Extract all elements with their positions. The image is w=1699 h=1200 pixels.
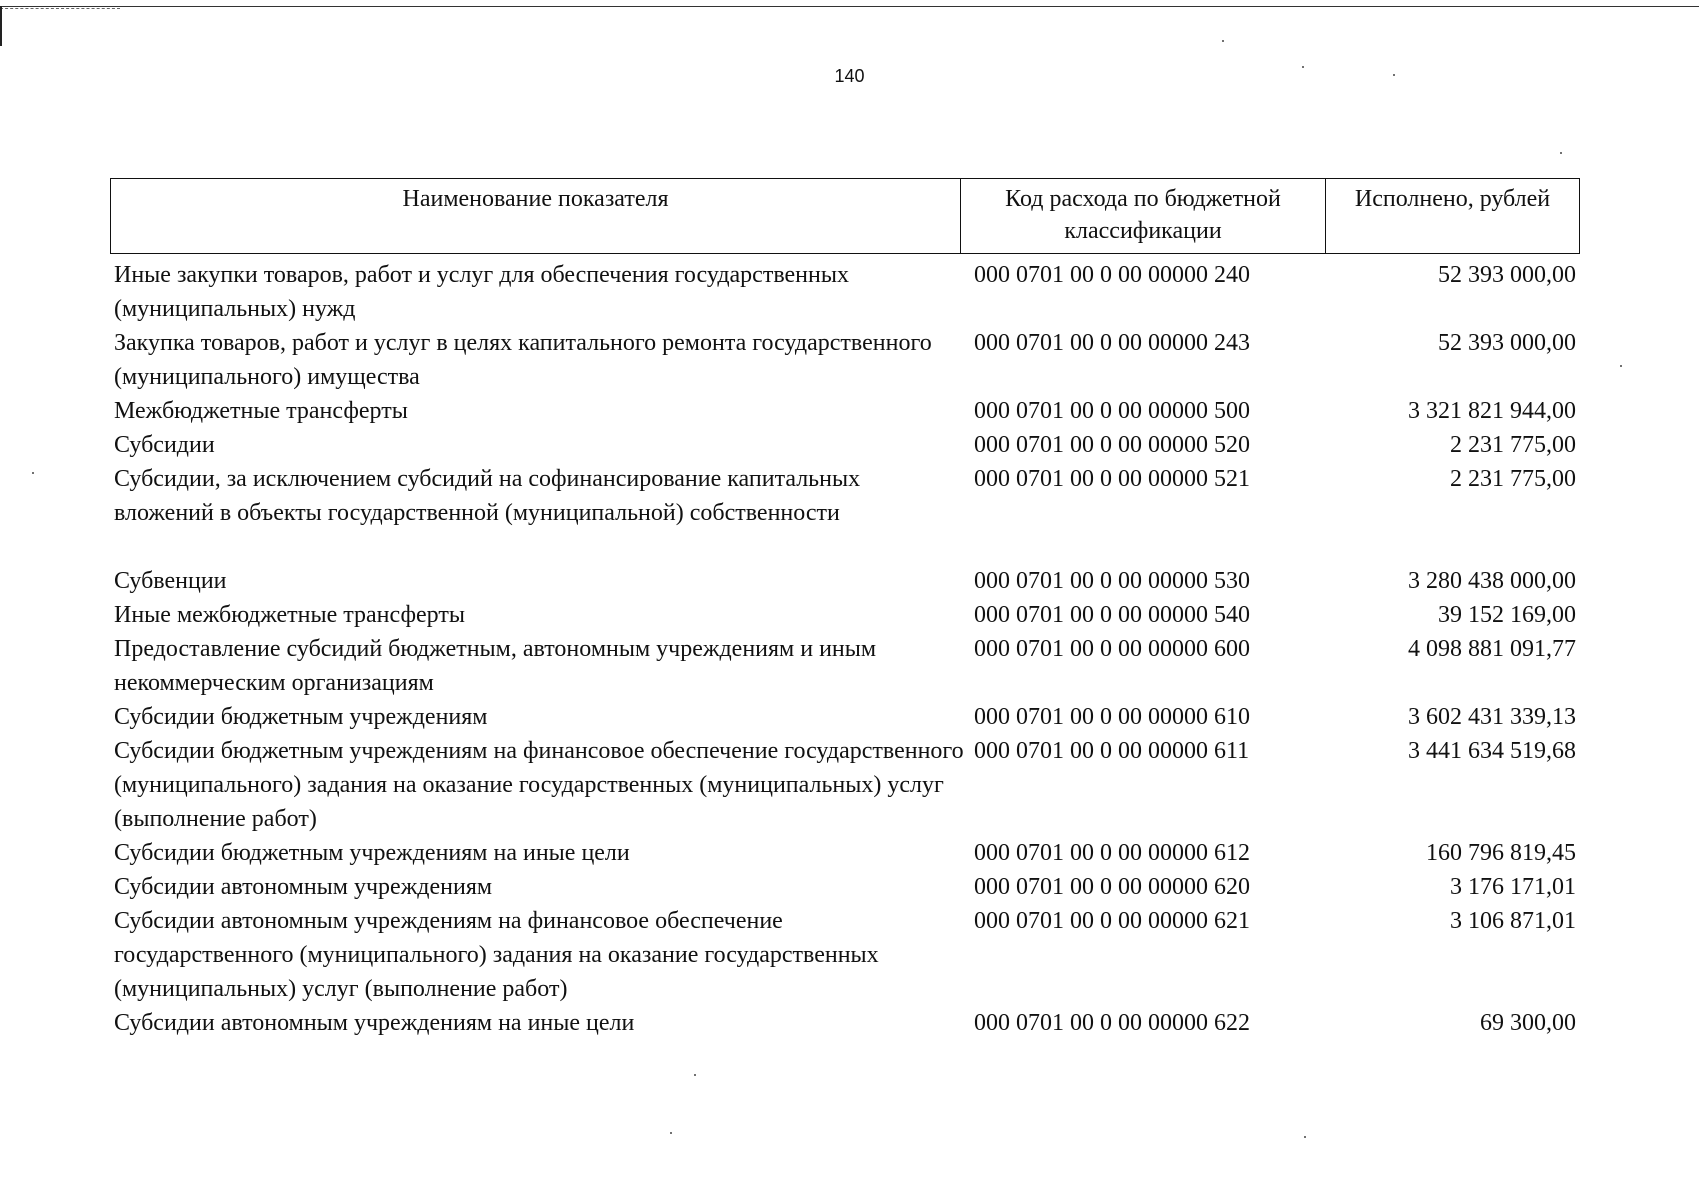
page-number: 140 — [834, 66, 865, 86]
row-amount: 3 176 171,01 — [1450, 874, 1576, 900]
table-body — [114, 258, 1580, 1040]
header-code: Код расхода по бюджетной классификации — [961, 179, 1326, 253]
scan-speck — [1222, 40, 1224, 42]
row-code: 000 0701 00 0 00 00000 611 — [974, 738, 1250, 764]
scan-speck — [1560, 152, 1562, 154]
row-code: 000 0701 00 0 00 00000 621 — [974, 908, 1250, 934]
row-code: 000 0701 00 0 00 00000 240 — [974, 262, 1250, 288]
scan-speck — [32, 472, 34, 474]
row-amount: 2 231 775,00 — [1450, 432, 1576, 458]
row-amount: 3 602 431 339,13 — [1408, 704, 1576, 730]
row-code: 000 0701 00 0 00 00000 612 — [974, 840, 1250, 866]
row-code: 000 0701 00 0 00 00000 600 — [974, 636, 1250, 662]
table-row — [114, 632, 1580, 700]
row-code: 000 0701 00 0 00 00000 520 — [974, 432, 1250, 458]
table-row — [114, 1006, 1580, 1040]
row-name: Закупка товаров, работ и услуг в целях капитального ремонта государственного (муниципального) имущества — [114, 330, 932, 390]
row-name: Предоставление субсидий бюджетным, автономным учреждениям и иным некоммерческим организациям — [114, 636, 877, 696]
top-border-line — [0, 6, 1699, 7]
row-name: Субвенции — [114, 568, 227, 594]
table-header — [110, 178, 1580, 254]
table-row — [114, 904, 1580, 1006]
table-row — [114, 258, 1580, 326]
row-name: Субсидии — [114, 432, 215, 458]
table-row — [114, 700, 1580, 734]
scan-speck — [1302, 66, 1304, 68]
row-name: Иные межбюджетные трансферты — [114, 602, 465, 628]
table-row — [114, 462, 1580, 530]
row-name: Субсидии, за исключением субсидий на софинансирование капитальных вложений в объекты государственной (муниципальной) собственности — [114, 466, 861, 526]
row-code: 000 0701 00 0 00 00000 622 — [974, 1010, 1250, 1036]
row-code: 000 0701 00 0 00 00000 521 — [974, 466, 1250, 492]
row-amount: 3 321 821 944,00 — [1408, 398, 1576, 424]
table-row — [114, 836, 1580, 870]
row-amount: 69 300,00 — [1480, 1010, 1576, 1036]
row-amount: 4 098 881 091,77 — [1408, 636, 1576, 662]
row-code: 000 0701 00 0 00 00000 610 — [974, 704, 1250, 730]
row-name: Субсидии автономным учреждениям — [114, 874, 493, 900]
table-row — [114, 870, 1580, 904]
row-amount: 3 106 871,01 — [1450, 908, 1576, 934]
row-amount: 2 231 775,00 — [1450, 466, 1576, 492]
table-row — [114, 734, 1580, 836]
scan-speck — [670, 1132, 672, 1134]
header-amount: Исполнено, рублей — [1354, 186, 1551, 212]
header-name: Наименование показателя — [111, 179, 961, 253]
row-amount: 52 393 000,00 — [1438, 262, 1576, 288]
row-code: 000 0701 00 0 00 00000 530 — [974, 568, 1250, 594]
row-name: Субсидии бюджетным учреждениям на финансовое обеспечение государственного (муниципального) задания на оказание государственных (муниципальных) услуг (выполнение работ) — [114, 738, 964, 832]
row-name: Субсидии автономным учреждениям на финансовое обеспечение государственного (муниципального) задания на оказание государственных (муниципальных) услуг (выполнение работ) — [114, 908, 879, 1002]
table-row — [114, 564, 1580, 598]
scan-speck — [1304, 1136, 1306, 1138]
scan-speck — [1620, 365, 1622, 367]
row-code: 000 0701 00 0 00 00000 540 — [974, 602, 1250, 628]
row-amount: 39 152 169,00 — [1438, 602, 1576, 628]
row-amount: 160 796 819,45 — [1426, 840, 1576, 866]
table-row — [114, 598, 1580, 632]
row-code: 000 0701 00 0 00 00000 243 — [974, 330, 1250, 356]
table-row — [114, 394, 1580, 428]
row-name: Иные закупки товаров, работ и услуг для обеспечения государственных (муниципальных) нужд — [114, 262, 849, 322]
row-code: 000 0701 00 0 00 00000 620 — [974, 874, 1250, 900]
row-name: Субсидии автономным учреждениям на иные цели — [114, 1010, 635, 1036]
scan-corner-mark — [0, 6, 2, 46]
row-amount: 52 393 000,00 — [1438, 330, 1576, 356]
table-row — [114, 428, 1580, 462]
top-dashed-line — [0, 8, 120, 9]
scan-speck — [694, 1074, 696, 1076]
row-code: 000 0701 00 0 00 00000 500 — [974, 398, 1250, 424]
scan-speck — [1393, 74, 1395, 76]
row-amount: 3 441 634 519,68 — [1408, 738, 1576, 764]
row-amount: 3 280 438 000,00 — [1408, 568, 1576, 594]
row-name: Субсидии бюджетным учреждениям — [114, 704, 488, 730]
row-name: Субсидии бюджетным учреждениям на иные цели — [114, 840, 630, 866]
table-row — [114, 326, 1580, 394]
row-name: Межбюджетные трансферты — [114, 398, 408, 424]
